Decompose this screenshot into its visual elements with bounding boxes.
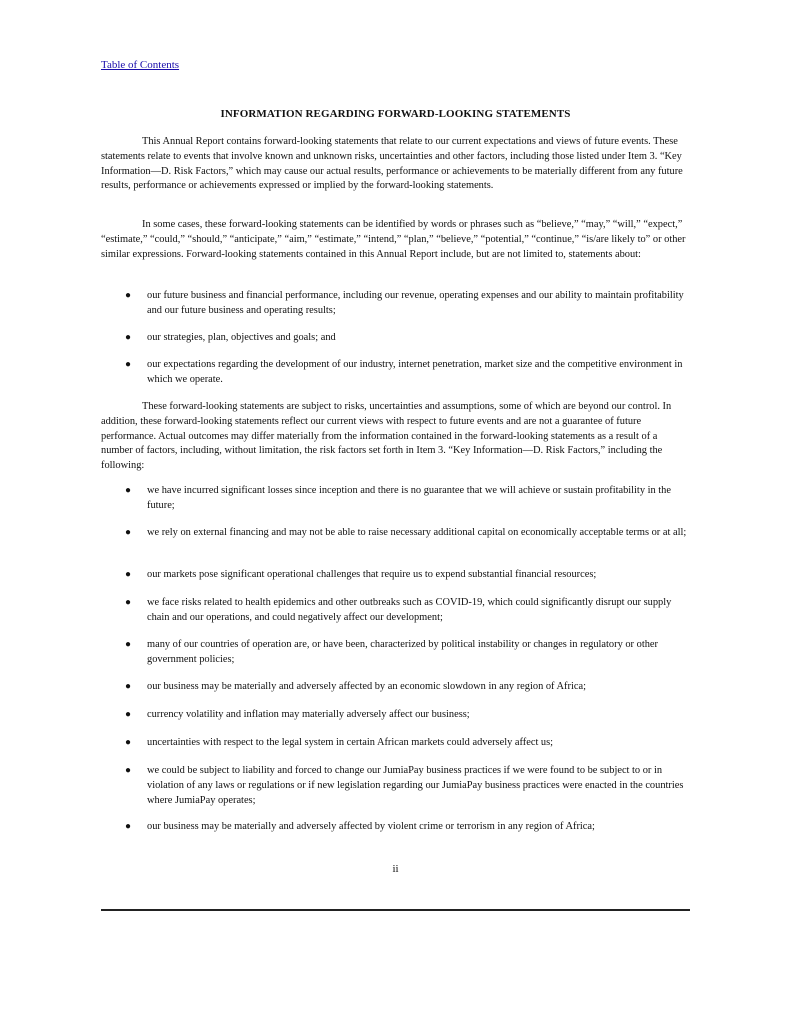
bullet-icon: ● (125, 527, 132, 538)
bullet-icon: ● (125, 485, 132, 496)
page-number: ii (392, 863, 399, 875)
bullet-icon: ● (125, 569, 132, 580)
bullet-icon: ● (125, 821, 132, 832)
bullet-icon: ● (125, 290, 132, 301)
bullet-icon: ● (125, 681, 132, 692)
bullet-icon: ● (125, 332, 132, 343)
section-heading: INFORMATION REGARDING FORWARD-LOOKING STATEMENTS (220, 108, 571, 120)
bullet-icon: ● (125, 597, 132, 608)
list-item-text: currency volatility and inflation may materially adversely affect our business; (147, 709, 470, 720)
bullet-icon: ● (125, 359, 132, 370)
list-item-text: we have incurred significant losses since inception and there is no guarantee that we will achieve or sustain profitability in the future; (147, 485, 671, 511)
bullet-icon: ● (125, 737, 132, 748)
list-item-text: our business may be materially and adversely affected by violent crime or terrorism in any region of Africa; (147, 821, 595, 832)
list-item-text: our strategies, plan, objectives and goals; and (147, 332, 336, 343)
list-item-text: our business may be materially and adversely affected by an economic slowdown in any region of Africa; (147, 681, 586, 692)
bullet-icon: ● (125, 765, 132, 776)
paragraph-intro: This Annual Report contains forward-looking statements that relate to our current expectations and views of future events. These statements relate to events that involve known and unknown risks, uncertainties and other factors, including those listed under Item 3. “Key Information—D. Risk Factors,” which may cause our actual results, performance or achievements to be materially different from any future results, performance or achievements expressed or implied by the forward-looking statements. (101, 136, 683, 192)
list-item-text: we could be subject to liability and forced to change our JumiaPay business practices if we were found to be subject to or in violation of any laws or regulations or if new legislation regarding our JumiaPay business practices were enacted in the countries where JumiaPay operates; (147, 765, 684, 806)
list-item-text: our expectations regarding the development of our industry, internet penetration, market size and the competitive environment in which we operate. (147, 359, 683, 385)
paragraph-identification: In some cases, these forward-looking statements can be identified by words or phrases such as “believe,” “may,” “will,” “expect,” “estimate,” “could,” “should,” “anticipate,” “aim,” “estimate,” “intend,” “plan,” “believe,” “potential,” “continue,” “is/are likely to” or other similar expressions. Forward-looking statements contained in this Annual Report include, but are not limited to, statements about: (101, 219, 686, 260)
footer-divider (101, 909, 690, 911)
list-item-text: our markets pose significant operational challenges that require us to expend substantial financial resources; (147, 569, 597, 580)
list-item-text: we face risks related to health epidemics and other outbreaks such as COVID-19, which could significantly disrupt our supply chain and our operations, and could negatively affect our development; (147, 597, 672, 623)
list-item-text: many of our countries of operation are, or have been, characterized by political instability or changes in regulatory or other government policies; (147, 639, 658, 665)
bullet-icon: ● (125, 709, 132, 720)
list-item-text: our future business and financial performance, including our revenue, operating expenses and our ability to maintain profitability and our future business and operating results; (147, 290, 684, 316)
table-of-contents-link[interactable]: Table of Contents (101, 59, 180, 71)
bullet-icon: ● (125, 639, 132, 650)
list-item-text: uncertainties with respect to the legal system in certain African markets could adversely affect us; (147, 737, 554, 748)
paragraph-risks: These forward-looking statements are subject to risks, uncertainties and assumptions, some of which are beyond our control. In addition, these forward-looking statements reflect our current views with respect to future events and are not a guarantee of future performance. Actual outcomes may differ materially from the information contained in the forward-looking statements as a result of a number of factors, including, without limitation, the risk factors set forth in Item 3. “Key Information—D. Risk Factors,” including the following: (101, 401, 672, 472)
list-item-text: we rely on external financing and may not be able to raise necessary additional capital on economically acceptable terms or at all; (147, 527, 687, 538)
